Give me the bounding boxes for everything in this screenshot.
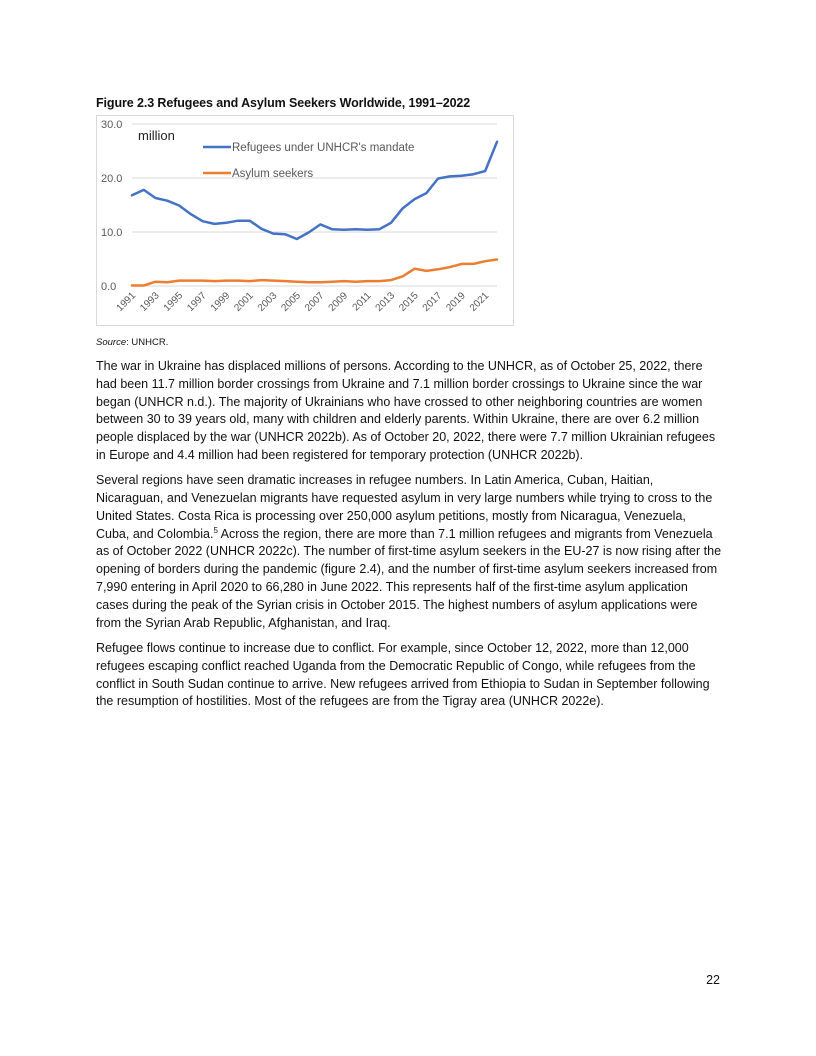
x-tick-label: 2005 bbox=[279, 290, 303, 314]
body-text bbox=[96, 358, 722, 719]
paragraph-regions bbox=[96, 472, 722, 632]
source-label: Source bbox=[96, 337, 127, 348]
series-line-asylum-seekers bbox=[132, 260, 497, 286]
x-tick-label: 2011 bbox=[350, 290, 374, 314]
x-tick-label: 2007 bbox=[302, 290, 327, 314]
x-tick-label: 2001 bbox=[232, 290, 256, 314]
x-tick-label: 2009 bbox=[326, 290, 351, 314]
figure-title: Figure 2.3 Refugees and Asylum Seekers Worldwide, 1991–2022 bbox=[96, 96, 471, 110]
x-tick-label: 2021 bbox=[467, 290, 492, 314]
x-tick-label: 1991 bbox=[114, 290, 139, 314]
footnote-marker[interactable]: 5 bbox=[213, 525, 218, 535]
line-chart bbox=[97, 116, 515, 327]
x-tick-label: 1993 bbox=[138, 290, 162, 314]
x-tick-label: 1997 bbox=[185, 290, 209, 314]
x-tick-label: 2015 bbox=[397, 290, 421, 314]
x-tick-label: 2003 bbox=[255, 290, 280, 314]
unit-label: million bbox=[138, 128, 175, 143]
y-tick-label: 0.0 bbox=[101, 281, 117, 293]
y-tick-label: 20.0 bbox=[101, 173, 123, 185]
x-tick-label: 1995 bbox=[161, 290, 186, 314]
paragraph-regions-part2: Across the region, there are more than 7.1 million refugees and migrants from Venezuela as of October 2022 (UNHCR 2022c). The number of first-time asylum seekers in the EU-27 is now rising after the opening of borders during the pandemic (figure 2.4), and the number of first-time asylum seekers increased from 7,990 entering in April 2020 to 66,280 in June 2022. This represents half of the first-time asylum application cases during the peak of the Syrian crisis in October 2015. The highest numbers of asylum applications were from the Syrian Arab Republic, Afghanistan, and Iraq. bbox=[96, 526, 722, 630]
x-tick-label: 2013 bbox=[373, 290, 398, 314]
y-tick-label: 10.0 bbox=[101, 227, 123, 239]
x-tick-label: 2019 bbox=[444, 290, 468, 314]
figure-source bbox=[96, 337, 168, 348]
legend-label: Refugees under UNHCR's mandate bbox=[232, 142, 415, 154]
series-line-refugees bbox=[132, 142, 497, 239]
paragraph-conflict: Refugee flows continue to increase due to conflict. For example, since October 12, 2022, more than 12,000 refugees escaping conflict reached Uganda from the Democratic Republic of Congo, while refugees from the conflict in South Sudan continue to arrive. New refugees arrived from Ethiopia to Sudan in September following the resumption of hostilities. Most of the refugees are from the Tigray area (UNHCR 2022e). bbox=[96, 640, 710, 709]
x-tick-label: 1999 bbox=[208, 290, 233, 314]
source-text: : UNHCR. bbox=[126, 337, 169, 348]
paragraph-regions-part1: Several regions have seen dramatic increases in refugee numbers. In Latin America, Cuban, Haitian, Nicaraguan, and Venezuelan migrants have requested asylum in very large numbers while trying to cross to the United States. Costa Rica is processing over 250,000 asylum petitions, mostly from Nicaragua, Venezuela, Cuba, and Colombia. bbox=[96, 473, 713, 541]
paragraph-ukraine: The war in Ukraine has displaced millions of persons. According to the UNHCR, as of October 25, 2022, there had been 11.7 million border crossings from Ukraine and 7.1 million border crossings to Ukraine since the war began (UNHCR n.d.). The majority of Ukrainians who have crossed to other neighboring countries are women between 30 to 39 years old, many with children and elderly parents. Within Ukraine, there are over 6.2 million people displaced by the war (UNHCR 2022b). As of October 20, 2022, there were 7.7 million Ukrainian refugees in Europe and 4.4 million had been registered for temporary protection (UNHCR 2022b). bbox=[96, 359, 716, 462]
x-tick-label: 2017 bbox=[420, 290, 445, 314]
page-number: 22 bbox=[706, 973, 720, 987]
legend-label: Asylum seekers bbox=[232, 168, 314, 180]
y-tick-label: 30.0 bbox=[101, 119, 123, 131]
chart-container bbox=[96, 115, 514, 326]
